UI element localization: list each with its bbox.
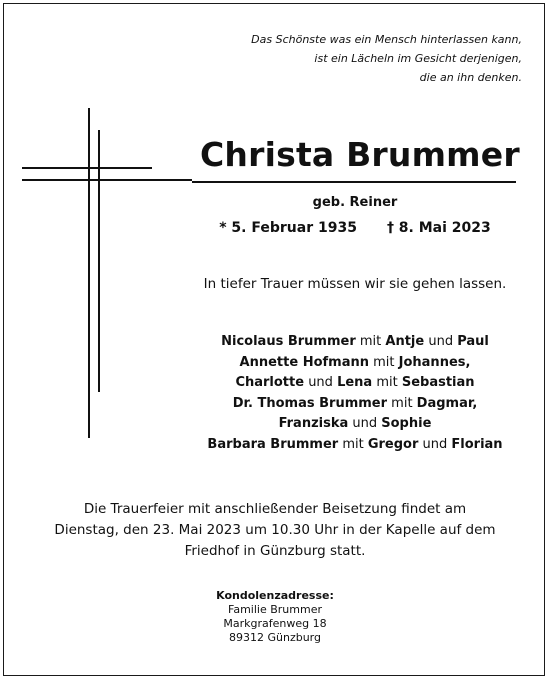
family-connector: und [348,416,382,431]
family-member-name: Gregor [367,436,419,452]
motto-line: ist ein Lächeln im Gesicht derjenigen, [314,52,522,65]
name-underline [192,181,516,183]
family-member-name: Sebastian [401,375,475,390]
funeral-info [20,499,530,562]
family-member-name: Johannes, [398,354,471,370]
address-line: Familie Brummer [228,603,322,616]
family-member-name: Dr. Thomas Brummer [232,395,388,411]
address-line: Markgrafenweg 18 [223,617,327,630]
birth-name: geb. Reiner [312,195,398,210]
address-line: 89312 Günzburg [229,631,321,644]
deceased-name: Christa Brummer [200,135,520,174]
family-line [160,332,550,353]
funeral-line: Friedhof in Günzburg statt. [184,543,366,559]
family-line [160,435,550,456]
death-date: † 8. Mai 2023 [386,220,491,236]
funeral-line: Die Trauerfeier mit anschließender Beisetzung findet am [83,501,467,517]
motto-line: Das Schönste was ein Mensch hinterlassen kann, [251,33,522,46]
family-connector: und [424,334,458,349]
family-member-name: Barbara Brummer [207,436,339,452]
motto [182,30,522,87]
family-line [160,373,550,394]
mourning-line: In tiefer Trauer müssen wir sie gehen lassen. [203,276,507,292]
family-connector: mit [372,375,402,390]
family-line [160,353,550,374]
family-line [160,394,550,415]
family-member-name: Dagmar, [416,395,478,411]
family-connector: und [304,375,338,390]
family-connector: mit [355,334,386,349]
family-member-name: Franziska [278,416,349,431]
family-member-name: Sophie [381,416,432,431]
motto-line: die an ihn denken. [419,71,522,84]
family-member-name: Lena [337,375,373,390]
funeral-line: Dienstag, den 23. Mai 2023 um 10.30 Uhr in der Kapelle auf dem [54,522,496,538]
family-connector: mit [369,354,399,370]
family-member-name: Charlotte [235,375,305,390]
life-dates [160,220,550,236]
family-connector: und [418,436,452,452]
family-member-name: Antje [385,334,425,349]
condolence-address [160,589,390,645]
family-member-name: Annette Hofmann [239,354,369,370]
family-line [160,414,550,435]
family-member-name: Florian [451,436,503,452]
family-list [160,332,550,455]
address-title: Kondolenzadresse: [216,589,334,602]
family-member-name: Paul [457,334,489,349]
family-connector: mit [387,395,417,411]
family-member-name: Nicolaus Brummer [221,334,356,349]
family-connector: mit [338,436,368,452]
birth-date: * 5. Februar 1935 [219,220,357,236]
